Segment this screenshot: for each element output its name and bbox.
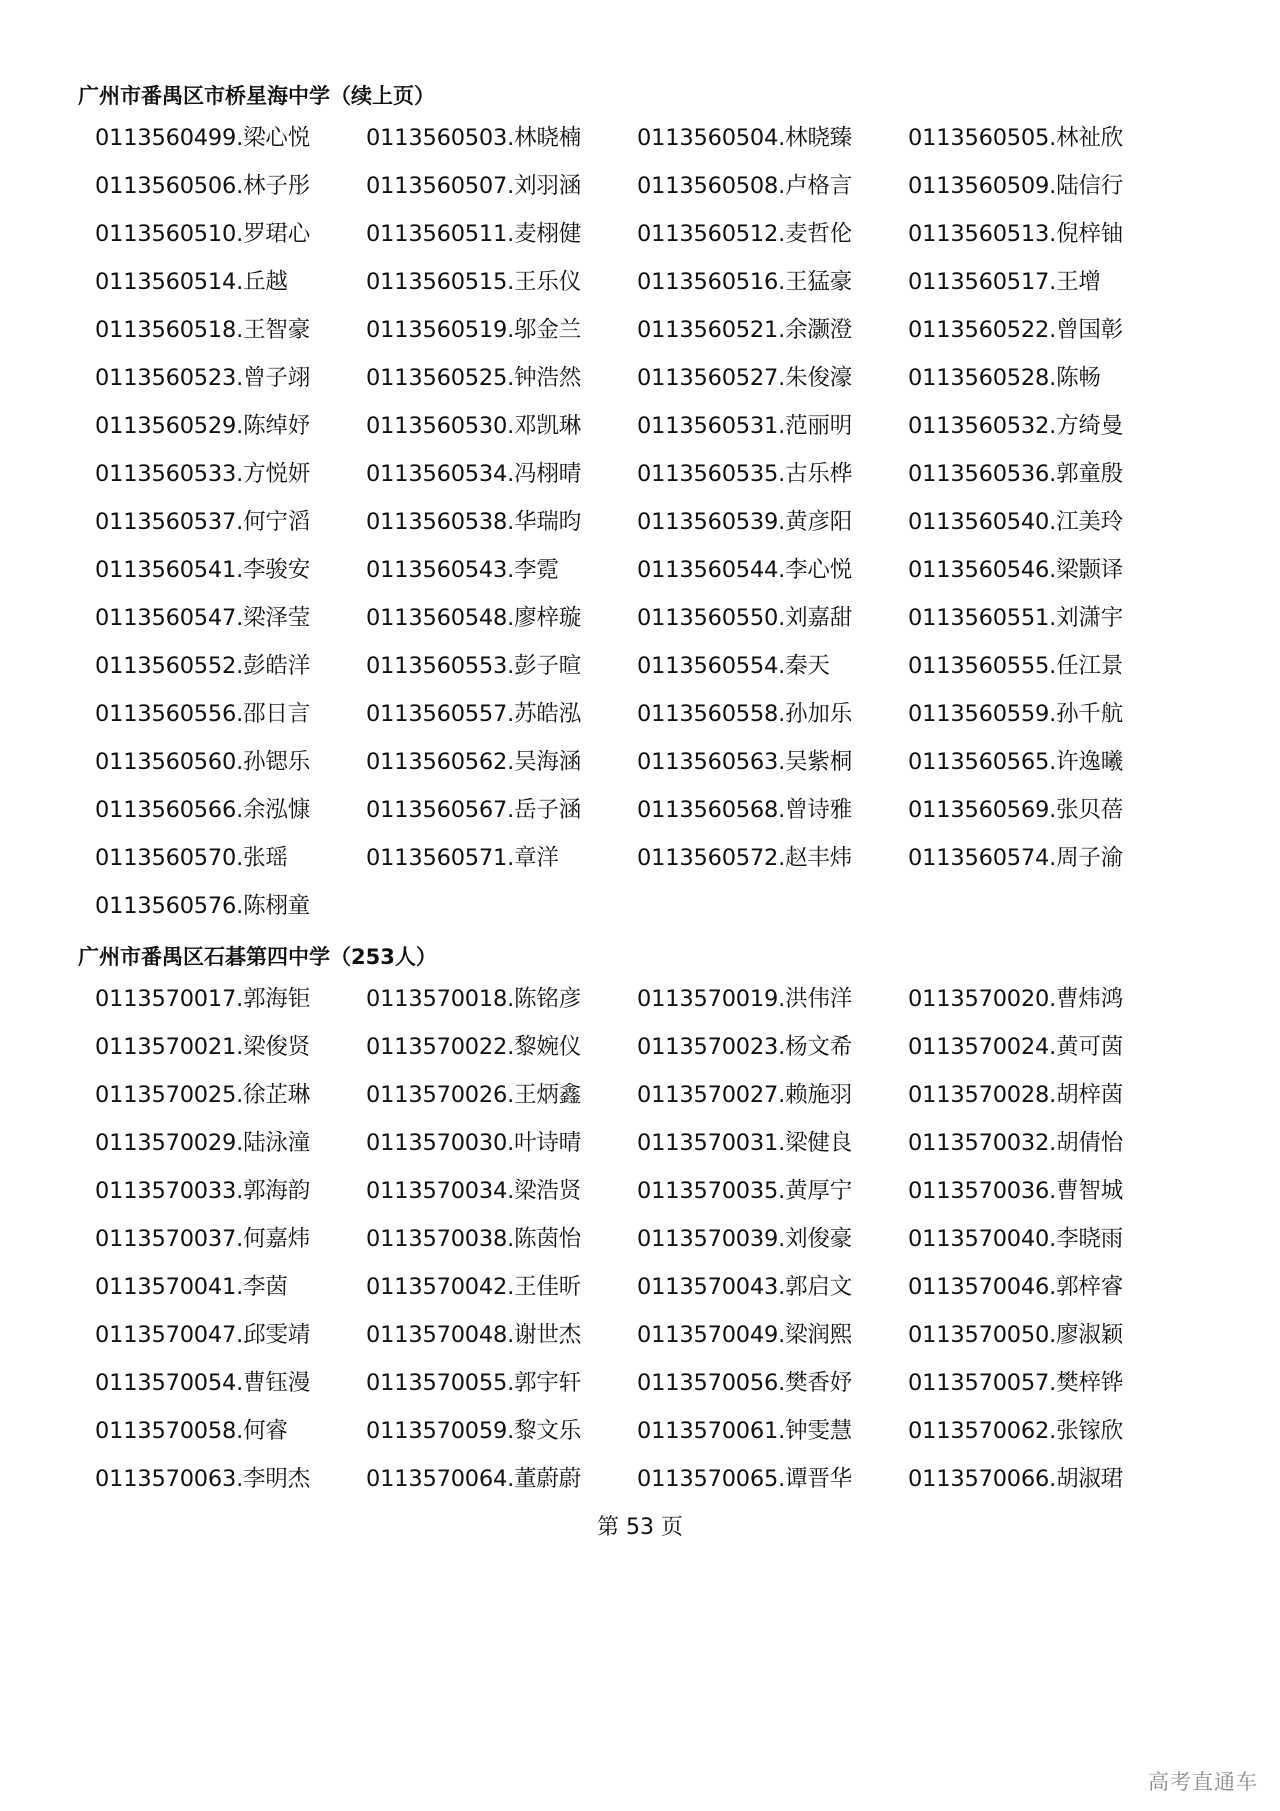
student-entry: 0113570058.何睿 — [95, 1418, 288, 1444]
student-entry: 0113570021.梁俊贤 — [95, 1034, 311, 1060]
student-entry: 0113560558.孙加乐 — [637, 701, 853, 727]
student-entry: 0113570018.陈铭彦 — [366, 986, 582, 1012]
student-entry: 0113560508.卢格言 — [637, 173, 853, 199]
student-entry: 0113570028.胡梓茵 — [908, 1082, 1124, 1108]
student-entry: 0113560566.余泓慷 — [95, 797, 311, 823]
student-entry: 0113560541.李骏安 — [95, 557, 311, 583]
student-entry: 0113560572.赵丰炜 — [637, 845, 853, 871]
student-entry: 0113560514.丘越 — [95, 269, 288, 295]
student-entry: 0113560521.余灏澄 — [637, 317, 853, 343]
student-entry: 0113570026.王炳鑫 — [366, 1082, 582, 1108]
student-entry: 0113560532.方绮曼 — [908, 413, 1124, 439]
student-entry: 0113560516.王猛豪 — [637, 269, 853, 295]
student-entry: 0113560507.刘羽涵 — [366, 173, 582, 199]
student-list — [95, 122, 1195, 938]
student-entry: 0113570046.郭梓睿 — [908, 1274, 1124, 1300]
student-entry: 0113560553.彭子暄 — [366, 653, 582, 679]
student-entry: 0113570040.李晓雨 — [908, 1226, 1124, 1252]
student-entry: 0113560525.钟浩然 — [366, 365, 582, 391]
student-entry: 0113570033.郭海韵 — [95, 1178, 311, 1204]
student-entry: 0113570055.郭宇轩 — [366, 1370, 582, 1396]
student-entry: 0113570029.陆泳潼 — [95, 1130, 311, 1156]
section-heading: 广州市番禺区石碁第四中学（253人） — [78, 945, 437, 969]
student-entry: 0113560539.黄彦阳 — [637, 509, 853, 535]
student-entry: 0113570022.黎婉仪 — [366, 1034, 582, 1060]
student-entry: 0113570019.洪伟洋 — [637, 986, 853, 1012]
student-entry: 0113560518.王智豪 — [95, 317, 311, 343]
student-entry: 0113570062.张镓欣 — [908, 1418, 1124, 1444]
student-entry: 0113560555.任江景 — [908, 653, 1124, 679]
student-entry: 0113560512.麦哲伦 — [637, 221, 853, 247]
student-entry: 0113560530.邓凯琳 — [366, 413, 582, 439]
student-entry: 0113560531.范丽明 — [637, 413, 853, 439]
student-entry: 0113570039.刘俊豪 — [637, 1226, 853, 1252]
student-entry: 0113560568.曾诗雅 — [637, 797, 853, 823]
student-entry: 0113570057.樊梓铧 — [908, 1370, 1124, 1396]
student-entry: 0113570063.李明杰 — [95, 1466, 311, 1492]
student-entry: 0113560511.麦栩健 — [366, 221, 582, 247]
student-entry: 0113560510.罗珺心 — [95, 221, 311, 247]
student-entry: 0113560576.陈栩童 — [95, 893, 311, 919]
student-entry: 0113560556.邵日言 — [95, 701, 311, 727]
student-entry: 0113560538.华瑞昀 — [366, 509, 582, 535]
student-entry: 0113560505.林祉欣 — [908, 125, 1124, 151]
student-entry: 0113570031.梁健良 — [637, 1130, 853, 1156]
student-entry: 0113570034.梁浩贤 — [366, 1178, 582, 1204]
student-entry: 0113560544.李心悦 — [637, 557, 853, 583]
student-entry: 0113570036.曹智城 — [908, 1178, 1124, 1204]
student-entry: 0113560565.许逸曦 — [908, 749, 1124, 775]
student-entry: 0113560551.刘潇宇 — [908, 605, 1124, 631]
student-entry: 0113560537.何宁滔 — [95, 509, 311, 535]
student-entry: 0113560552.彭皓洋 — [95, 653, 311, 679]
student-entry: 0113560509.陆信行 — [908, 173, 1124, 199]
student-entry: 0113560503.林晓楠 — [366, 125, 582, 151]
student-entry: 0113560515.王乐仪 — [366, 269, 582, 295]
student-entry: 0113560529.陈绰妤 — [95, 413, 311, 439]
student-entry: 0113560543.李霓 — [366, 557, 559, 583]
student-entry: 0113570047.邱雯靖 — [95, 1322, 311, 1348]
student-entry: 0113560548.廖梓璇 — [366, 605, 582, 631]
student-entry: 0113560535.古乐桦 — [637, 461, 853, 487]
student-entry: 0113570050.廖淑颖 — [908, 1322, 1124, 1348]
student-entry: 0113560547.梁泽莹 — [95, 605, 311, 631]
watermark: 高考直通车 — [1148, 1770, 1258, 1794]
student-entry: 0113570061.钟雯慧 — [637, 1418, 853, 1444]
student-entry: 0113560519.邬金兰 — [366, 317, 582, 343]
student-entry: 0113560506.林子彤 — [95, 173, 311, 199]
student-entry: 0113570043.郭启文 — [637, 1274, 853, 1300]
student-entry: 0113560559.孙千航 — [908, 701, 1124, 727]
student-list — [95, 983, 1195, 1511]
student-entry: 0113560563.吴紫桐 — [637, 749, 853, 775]
student-entry: 0113570059.黎文乐 — [366, 1418, 582, 1444]
student-entry: 0113560523.曾子翊 — [95, 365, 311, 391]
student-entry: 0113570056.樊香妤 — [637, 1370, 853, 1396]
student-entry: 0113570027.赖施羽 — [637, 1082, 853, 1108]
student-entry: 0113570037.何嘉炜 — [95, 1226, 311, 1252]
student-entry: 0113570048.谢世杰 — [366, 1322, 582, 1348]
section-heading: 广州市番禺区市桥星海中学（续上页） — [78, 84, 435, 108]
student-entry: 0113570065.谭晋华 — [637, 1466, 853, 1492]
student-entry: 0113570041.李茵 — [95, 1274, 288, 1300]
student-entry: 0113570025.徐芷琳 — [95, 1082, 311, 1108]
student-entry: 0113560569.张贝蓓 — [908, 797, 1124, 823]
student-entry: 0113560499.梁心悦 — [95, 125, 311, 151]
student-entry: 0113570049.梁润熙 — [637, 1322, 853, 1348]
student-entry: 0113560574.周子渝 — [908, 845, 1124, 871]
student-entry: 0113560546.梁颢译 — [908, 557, 1124, 583]
student-entry: 0113570017.郭海钜 — [95, 986, 311, 1012]
student-entry: 0113560557.苏皓泓 — [366, 701, 582, 727]
student-entry: 0113570064.董蔚蔚 — [366, 1466, 582, 1492]
student-entry: 0113560560.孙锶乐 — [95, 749, 311, 775]
student-entry: 0113570020.曹炜鸿 — [908, 986, 1124, 1012]
student-entry: 0113560504.林晓臻 — [637, 125, 853, 151]
student-entry: 0113560527.朱俊濠 — [637, 365, 853, 391]
student-entry: 0113560540.江美玲 — [908, 509, 1124, 535]
student-entry: 0113560550.刘嘉甜 — [637, 605, 853, 631]
student-entry: 0113560528.陈畅 — [908, 365, 1101, 391]
student-entry: 0113570023.杨文希 — [637, 1034, 853, 1060]
student-entry: 0113570042.王佳昕 — [366, 1274, 582, 1300]
student-entry: 0113560554.秦天 — [637, 653, 830, 679]
student-entry: 0113560533.方悦妍 — [95, 461, 311, 487]
student-entry: 0113560571.章洋 — [366, 845, 559, 871]
student-entry: 0113570035.黄厚宁 — [637, 1178, 853, 1204]
student-entry: 0113560522.曾国彰 — [908, 317, 1124, 343]
student-entry: 0113570054.曹钰漫 — [95, 1370, 311, 1396]
student-entry: 0113560536.郭童殷 — [908, 461, 1124, 487]
student-entry: 0113560567.岳子涵 — [366, 797, 582, 823]
student-entry: 0113570030.叶诗晴 — [366, 1130, 582, 1156]
student-entry: 0113560534.冯栩晴 — [366, 461, 582, 487]
student-entry: 0113560517.王增 — [908, 269, 1101, 295]
student-entry: 0113560562.吴海涵 — [366, 749, 582, 775]
student-entry: 0113560570.张瑶 — [95, 845, 288, 871]
page-number: 第 53 页 — [597, 1515, 683, 1540]
student-entry: 0113570032.胡倩怡 — [908, 1130, 1124, 1156]
student-entry: 0113570038.陈茵怡 — [366, 1226, 582, 1252]
student-entry: 0113570066.胡淑珺 — [908, 1466, 1124, 1492]
student-entry: 0113570024.黄可茵 — [908, 1034, 1124, 1060]
student-entry: 0113560513.倪梓铀 — [908, 221, 1124, 247]
